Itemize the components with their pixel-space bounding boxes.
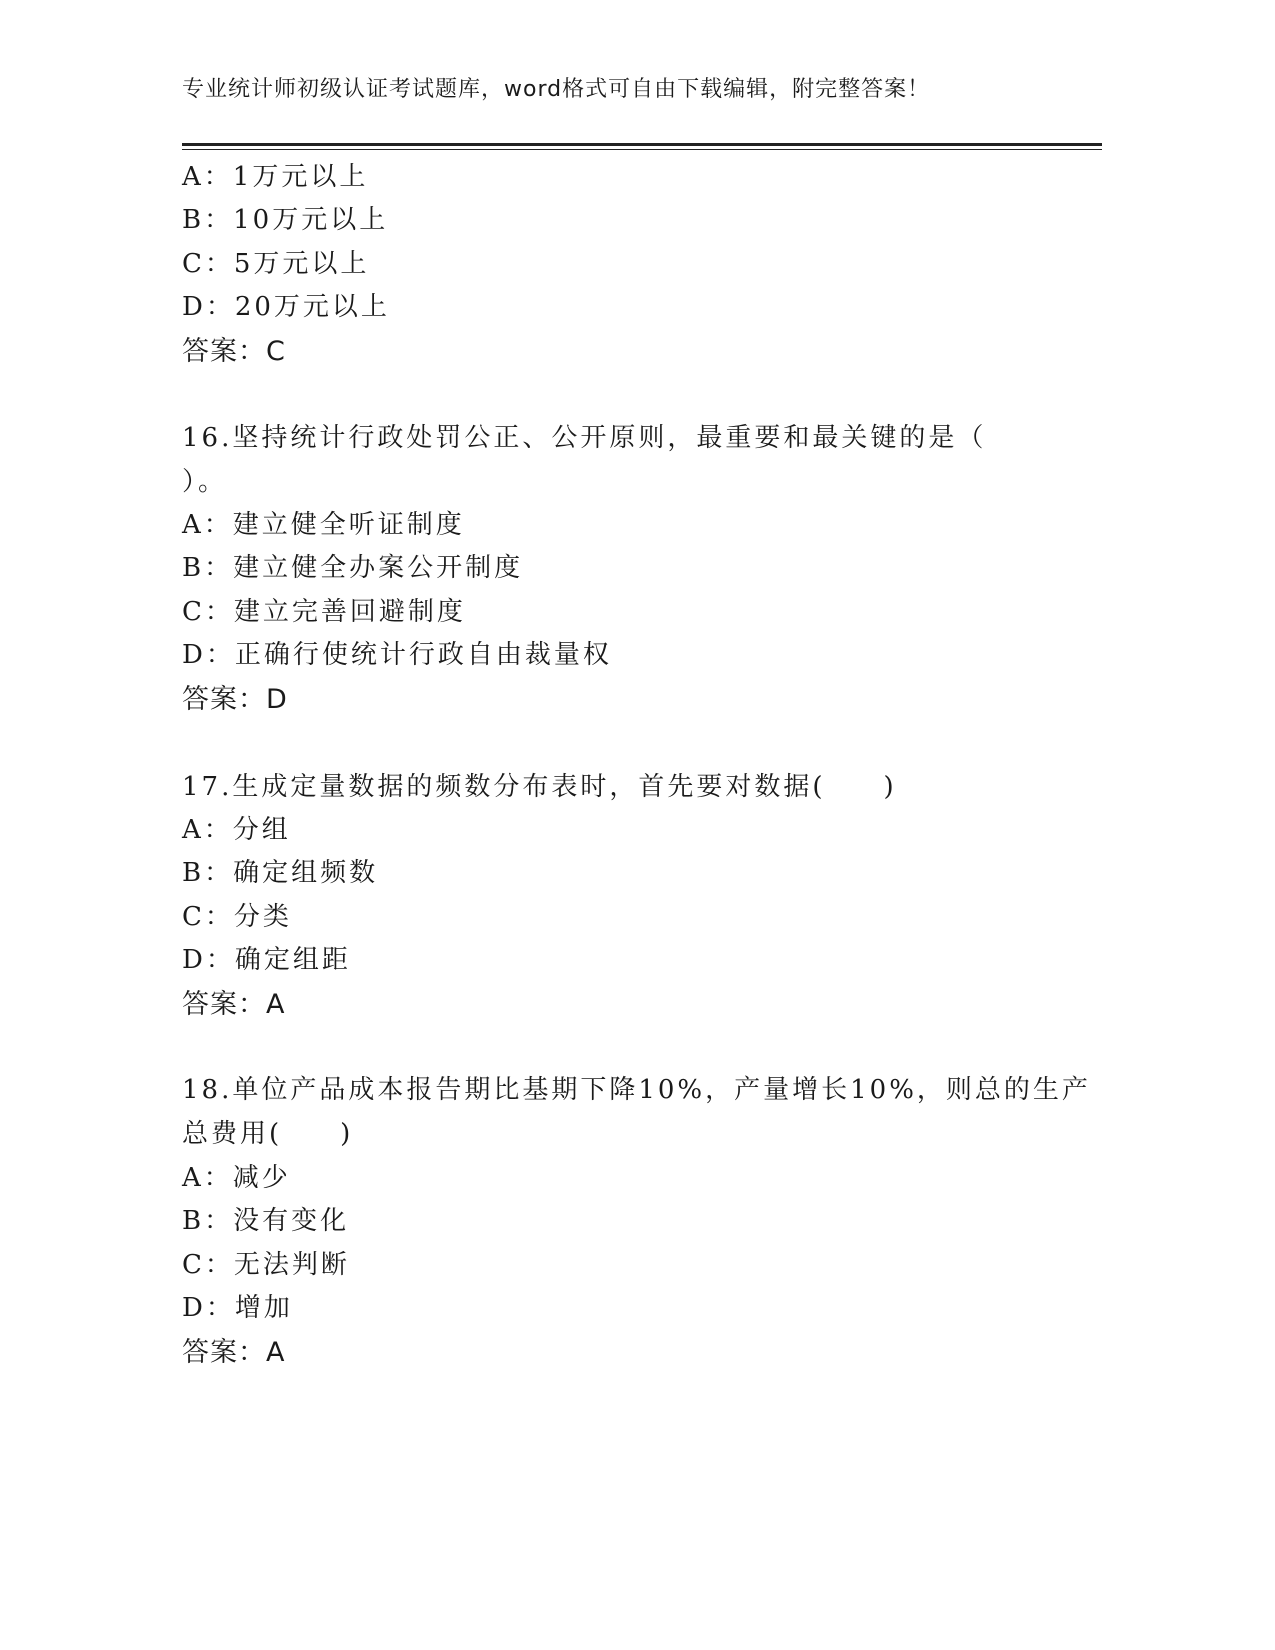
option-a: A：分组 <box>182 815 291 845</box>
question-stem: 总费用( ) <box>182 1119 354 1149</box>
header-rule-thick <box>182 143 1102 146</box>
header-rule-thin <box>182 149 1102 150</box>
option-b: B：10万元以上 <box>182 205 389 235</box>
option-c: C：无法判断 <box>182 1250 350 1280</box>
option-b: B：建立健全办案公开制度 <box>182 553 524 583</box>
option-c: C：5万元以上 <box>182 249 370 279</box>
option-a: A：减少 <box>182 1163 291 1193</box>
answer: 答案：A <box>182 1337 286 1368</box>
option-d: D：确定组距 <box>182 945 351 975</box>
page-header: 专业统计师初级认证考试题库，word格式可自由下载编辑，附完整答案！ <box>182 77 931 102</box>
option-d: D：20万元以上 <box>182 292 390 322</box>
option-c: C：分类 <box>182 902 292 932</box>
question-stem: 18.单位产品成本报告期比基期下降10%，产量增长10%，则总的生产 <box>182 1075 1091 1105</box>
option-a: A：1万元以上 <box>182 162 369 192</box>
answer: 答案：D <box>182 684 288 715</box>
option-b: B：没有变化 <box>182 1206 350 1236</box>
question-stem: 16.坚持统计行政处罚公正、公开原则，最重要和最关键的是（ <box>182 423 987 453</box>
option-d: D：正确行使统计行政自由裁量权 <box>182 640 612 670</box>
option-d: D：增加 <box>182 1293 293 1323</box>
option-a: A：建立健全听证制度 <box>182 510 465 540</box>
answer: 答案：C <box>182 336 286 367</box>
option-b: B：确定组频数 <box>182 858 379 888</box>
question-stem: ）。 <box>182 467 228 497</box>
option-c: C：建立完善回避制度 <box>182 597 466 627</box>
answer: 答案：A <box>182 989 286 1020</box>
question-stem: 17.生成定量数据的频数分布表时，首先要对数据( ) <box>182 772 897 802</box>
